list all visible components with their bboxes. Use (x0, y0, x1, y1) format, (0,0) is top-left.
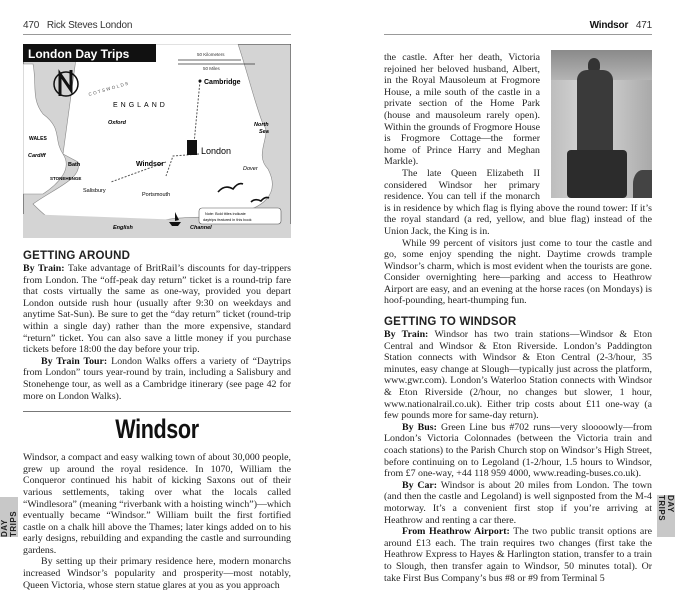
map-label-cardiff: Cardiff (28, 153, 46, 159)
day-trips-tab-left: DAY TRIPS (0, 497, 18, 537)
lead-in: By Car: (402, 479, 438, 491)
map-note-1: Note: Bold titles indicate (205, 212, 246, 216)
paragraph-text: London Walks offers a variety of “Daytrips from London” tours year-round by train, including a Salisbury and Stonehenge tour, as well as a Cambridge itinerary (see page 42 for more on London Walks). (23, 355, 292, 402)
photo-spacer (540, 50, 652, 198)
page-number: 470 (23, 20, 40, 31)
by-train-paragraph (23, 263, 291, 356)
scale-km: 50 Kilometers (197, 52, 225, 57)
overnight-paragraph: While 99 percent of visitors just come to tour the castle and go, some enjoy spending the night. Daytime crowds trample Windsor’s charm, which is most evident when the tourists are gone. Consider overnighting here—parking and access to Heathrow Airport are easy, and an evening at the horse races (on Mondays) is hoof-pounding, heart-thumping fun. (384, 237, 652, 307)
map-label-channel: Channel (190, 225, 212, 231)
getting-to-windsor-heading: GETTING TO WINDSOR (384, 316, 517, 329)
getting-around-heading: GETTING AROUND (23, 250, 131, 262)
header-rule (23, 34, 291, 35)
heathrow-paragraph (384, 526, 652, 584)
left-text-column (23, 250, 291, 591)
scale-mi: 50 Miles (203, 66, 220, 71)
frogmore-paragraph: the castle. After her death, Victoria rejoined her beloved husband, Albert, in the Royal Mausoleum at Frogmore House, a mile south of the castle in a private section of the Home Park (house and mausoleum rarely open). Within the grounds of Frogmore House is Frogmore Cottage—the former home of Prince Harry and Meghan Markle). (384, 52, 540, 168)
map-label-bath: Bath (68, 162, 81, 168)
header-rule (384, 34, 652, 35)
section-name: Windsor (589, 20, 629, 31)
by-train-paragraph (384, 329, 652, 422)
by-train-tour-paragraph (23, 356, 291, 402)
map-label-dover: Dover (243, 166, 258, 172)
left-running-header (23, 20, 132, 31)
map-label-salisbury: Salisbury (83, 188, 106, 194)
map-title: London Day Trips (28, 47, 130, 61)
intro-paragraph-1: Windsor, a compact and easy walking town of about 30,000 people, grew up around the royal residence. In 1070, William the Conqueror continued his habit of kicking Saxons out of their various settlements, taking over what the locals called “Windlesora” (meaning “riverbank with a hoisting winch”)—which eventually became “Windsor.” William built the first fortified castle on a chalk hill above the Thames; later kings added on to his early designs, rebuilding and expanding the castle and surrounding gardens. (23, 452, 291, 556)
map-label-portsmouth: Portsmouth (142, 192, 171, 198)
lead-in: From Heathrow Airport: (402, 526, 510, 538)
paragraph-text: Windsor is about 20 miles from London. The town (and then the castle and Legoland) is well signposted from the M-4 motorway. It’s a convenient first stop if you’re arriving at Heathrow and renting a car there. (384, 479, 652, 526)
map-label-sea: Sea (259, 129, 269, 135)
book-title: Rick Steves London (46, 20, 133, 31)
right-running-header (590, 20, 652, 31)
map-label-oxford: Oxford (108, 120, 127, 126)
flag-paragraph: The late Queen Elizabeth II considered Windsor her primary residence. You can tell if the monarch is in residence by which flag is flying above the round tower: If it’s the royal standard (a red, yellow, and blue flag) instead of the Union Jack, the King is in. (384, 167, 652, 237)
map-label-stonehenge: STONEHENGE (50, 176, 82, 181)
london-day-trips-map (23, 44, 291, 238)
map-label-england: ENGLAND (113, 102, 168, 109)
page-number: 471 (635, 20, 652, 31)
by-bus-paragraph (384, 422, 652, 480)
big-ben-icon (187, 140, 197, 155)
lead-in: By Train: (384, 329, 429, 341)
paragraph-text: Windsor has two train stations—Windsor & Eton Central and Windsor & Eton Riverside. London’s Paddington Station connects with Windsor & Eton Central (2-3/hour, 35 minutes, easy change at Slough—typically just across the platform, www.gwr.com). London’s Waterloo Station connects with Windsor & Eton Riverside (2/hour, no changes but slower, 1 hour, www.nationalrail.co.uk). Either trip costs about £11 one-way (a few pounds more for same-day return). (384, 329, 653, 422)
paragraph-text: The two public transit options are around £13 each. The train requires two changes (first take the Heathrow Express to Hayes & Harlington station, transfer to a train to Slough, then transfer again to Windsor, 50 minutes total). Or take First Bus Company’s bus #8 or #9 from Terminal 5 (384, 526, 652, 584)
section-title: Windsor (115, 414, 199, 445)
map-label-cambridge: Cambridge (204, 79, 241, 86)
map-label-london: London (201, 146, 232, 156)
lead-in: By Bus: (402, 421, 437, 433)
right-text-column (384, 52, 652, 584)
map-label-windsor: Windsor (136, 161, 164, 168)
paragraph-text: Green Line bus #702 runs—very sloooowly—from London’s Victoria Colonnades (between the Victoria train and coach stations) to the Parish Church stop on Windsor’s High Street, before continuing on to Legoland (1-2/hour, 1.5 hours to Windsor, from £7 one-way, +44 118 959 4000, www.reading-buses.co.uk). (384, 421, 653, 480)
by-car-paragraph (384, 480, 652, 526)
day-trips-tab-right: DAY TRIPS (657, 495, 675, 537)
intro-paragraph-2: By setting up their primary residence here, modern monarchs increased Windsor’s popularity and prosperity—most notably, Queen Victoria, whose stern statue glares at you as you approach (23, 556, 291, 591)
map-label-north: North (254, 122, 269, 128)
lead-in: By Train Tour: (41, 355, 108, 367)
lead-in: By Train: (23, 263, 65, 274)
map-label-english: English (113, 225, 133, 231)
map-note-2: daytrips featured in this book (203, 218, 252, 222)
map-label-cotswolds: COTSWOLDS (87, 80, 131, 97)
paragraph-text: Take advantage of BritRail’s discounts for day-trippers from London. The “off-peak day return” ticket is a round-trip fare that costs virtually the same as one-way, provided you depart London outside rush hour (usually after 9:30 on weekdays and anytime Sat-Sun). Be sure to get the “day return” ticket (round-trip within a single day) rather than the more expensive, standard “return” ticket. You can also save a little money if you purchase tickets before 18:00 the day before your trip. (23, 263, 291, 356)
map-label-wales: WALES (29, 136, 47, 142)
